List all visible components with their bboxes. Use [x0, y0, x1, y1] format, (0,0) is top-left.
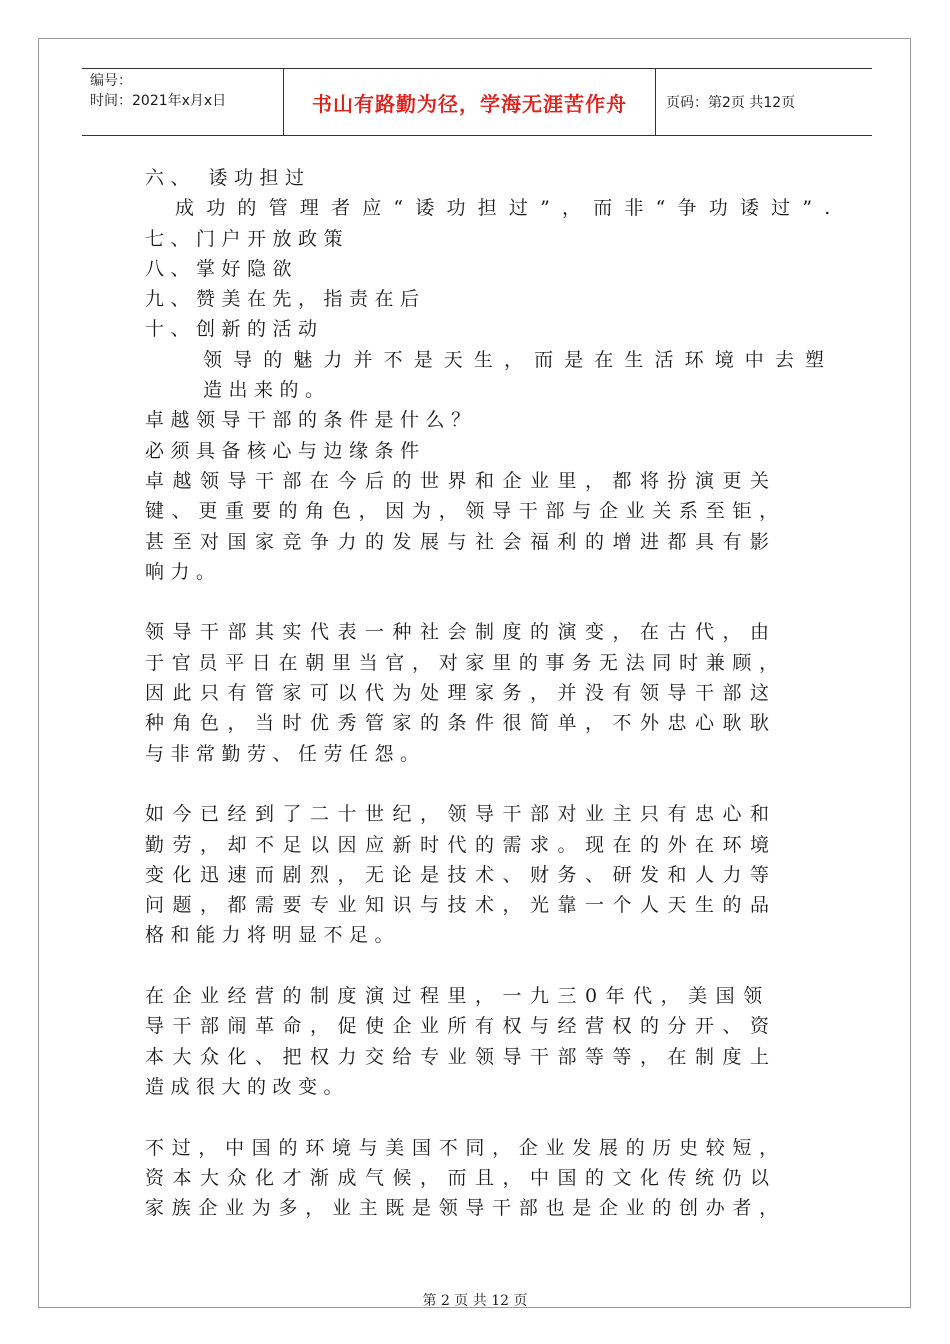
body-line: 如今已经到了二十世纪，领导干部对业主只有忠心和 — [145, 803, 778, 826]
body-line: 领导的魅力并不是天生，而是在生活环境中去塑 — [203, 348, 836, 371]
heading-nine: 九、赞美在先，指责在后 — [145, 288, 426, 311]
body-line: 键、更重要的角色，因为，领导干部与企业关系至钜， — [145, 500, 786, 523]
body-line: 导干部闹革命，促使企业所有权与经营权的分开、资 — [145, 1015, 778, 1038]
body-line: 造出来的。 — [203, 379, 331, 402]
header-motto: 书山有路勤为径，学海无涯苦作舟 — [284, 69, 656, 135]
body-line: 家族企业为多，业主既是领导干部也是企业的创办者， — [145, 1197, 786, 1220]
body-line: 因此只有管家可以代为处理家务，并没有领导干部这 — [145, 682, 778, 705]
document-body — [145, 163, 843, 1223]
body-line: 勤劳，却不足以因应新时代的需求。现在的外在环境 — [145, 833, 778, 856]
heading-six: 六、 诿功担过 — [145, 167, 311, 189]
body-line: 种角色，当时优秀管家的条件很简单，不外忠心耿耿 — [145, 712, 778, 735]
body-line: 于官员平日在朝里当官，对家里的事务无法同时兼顾， — [145, 651, 786, 674]
body-line: 资本大众化才渐成气候，而且，中国的文化传统仍以 — [145, 1166, 778, 1189]
body-line: 领导干部其实代表一种社会制度的演变，在古代，由 — [145, 621, 778, 644]
question-line: 卓越领导干部的条件是什么？ — [145, 409, 477, 432]
body-line: 不过，中国的环境与美国不同，企业发展的历史较短， — [145, 1136, 786, 1159]
heading-eight: 八、掌好隐欲 — [145, 257, 299, 280]
document-header — [82, 68, 872, 136]
body-line: 甚至对国家竞争力的发展与社会福利的增进都具有影 — [145, 530, 778, 553]
body-line: 卓越领导干部在今后的世界和企业里，都将扮演更关 — [145, 469, 778, 492]
header-page-number: 页码：第2页 共12页 — [666, 95, 796, 111]
serial-number-label: 编号： — [90, 73, 132, 89]
heading-ten: 十、创新的活动 — [145, 318, 324, 341]
page-footer: 第 2 页 共 12 页 — [422, 1293, 528, 1309]
date-label: 时间：2021年x月x日 — [90, 93, 227, 109]
body-line: 在企业经营的制度演过程里，一九三0年代，美国领 — [145, 985, 771, 1008]
body-line: 本大众化、把权力交给专业领导干部等等，在制度上 — [145, 1045, 778, 1068]
header-meta — [82, 69, 284, 135]
body-line: 必须具备核心与边缘条件 — [145, 439, 426, 462]
body-line: 格和能力将明显不足。 — [145, 924, 401, 947]
body-line: 造成很大的改变。 — [145, 1075, 350, 1098]
body-line: 响力。 — [145, 560, 222, 583]
body-line: 成功的管理者应“诿功担过”，而非“争功诿过”. — [175, 197, 843, 220]
body-line: 变化迅速而剧烈，无论是技术、财务、研发和人力等 — [145, 863, 778, 886]
body-line: 与非常勤劳、任劳任怨。 — [145, 742, 426, 765]
body-line: 问题，都需要专业知识与技术，光靠一个人天生的品 — [145, 894, 778, 917]
heading-seven: 七、门户开放政策 — [145, 227, 350, 250]
